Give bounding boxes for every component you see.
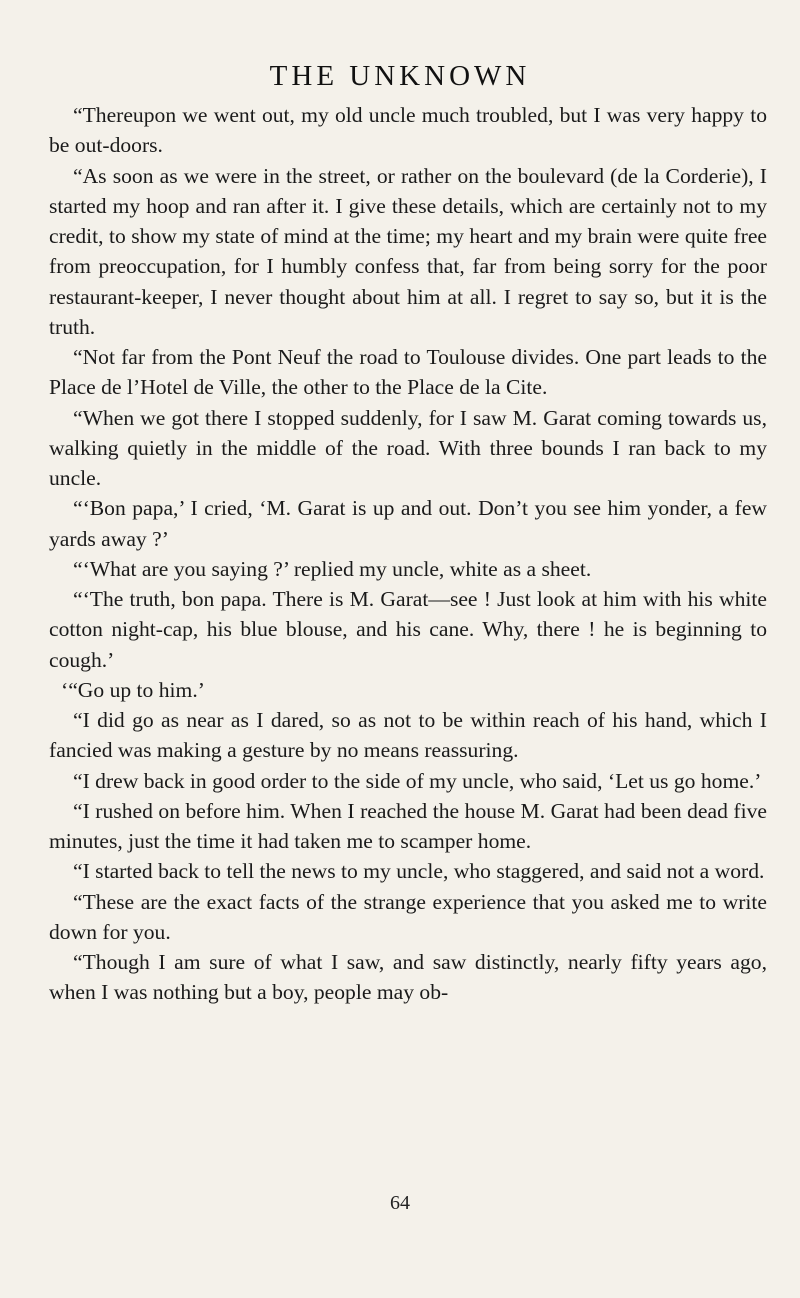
paragraph: “Not far from the Pont Neuf the road to Toulouse divides. One part leads to the Place de l’Hotel de Ville, the other to the Place de la Cite. (49, 345, 767, 400)
paragraph: “‘What are you saying ?’ replied my uncle, white as a sheet. (73, 556, 592, 581)
paragraph: “When we got there I stopped suddenly, for I saw M. Garat coming towards us, walking quietly in the middle of the road. With three bounds I ran back to my uncle. (49, 405, 767, 490)
paragraph: “Thereupon we went out, my old uncle much troubled, but I was very happy to be out-doors. (49, 103, 767, 158)
paragraph: “I did go as near as I dared, so as not to be within reach of his hand, which I fancied was making a gesture by no means reassuring. (49, 708, 767, 763)
running-head: THE UNKNOWN (269, 60, 531, 92)
paragraph: ‘“Go up to him.’ (61, 677, 205, 702)
paragraph: “Though I am sure of what I saw, and saw distinctly, nearly fifty years ago, when I was nothing but a boy, people may ob- (49, 950, 767, 1005)
page-number: 64 (390, 1192, 410, 1214)
paragraph: “These are the exact facts of the strange experience that you asked me to write down for you. (49, 889, 767, 944)
paragraph: “I drew back in good order to the side of my uncle, who said, ‘Let us go home.’ (73, 768, 762, 793)
paragraph: “‘The truth, bon papa. There is M. Garat—see ! Just look at him with his white cotton night-cap, his blue blouse, and his cane. Why, there ! he is beginning to cough.’ (49, 587, 767, 672)
paragraph: “I started back to tell the news to my uncle, who staggered, and said not a word. (73, 859, 765, 884)
body-text (49, 100, 767, 1008)
paragraph: “‘Bon papa,’ I cried, ‘M. Garat is up and out. Don’t you see him yonder, a few yards away ?’ (49, 496, 767, 551)
paragraph: “I rushed on before him. When I reached the house M. Garat had been dead five minutes, just the time it had taken me to scamper home. (49, 798, 767, 853)
paragraph: “As soon as we were in the street, or rather on the boulevard (de la Corderie), I started my hoop and ran after it. I give these details, which are certainly not to my credit, to show my state of mind at the time; my heart and my brain were quite free from preoccupation, for I humbly confess that, far from being sorry for the poor restaurant-keeper, I never thought about him at all. I regret to say so, but it is the truth. (49, 163, 767, 339)
